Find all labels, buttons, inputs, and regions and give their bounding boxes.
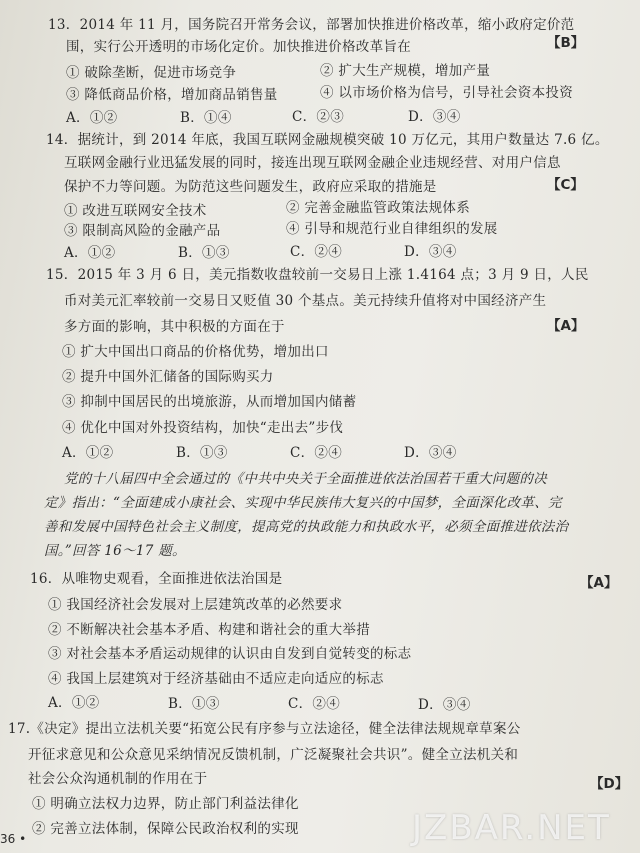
- passage-line-2: 定》指出：“全面建成小康社会、实现中华民族伟大复兴的中国梦，全面深化改革、完: [44, 495, 562, 511]
- q13-option-4: ④ 以市场价格为信号，引导社会资本投资: [320, 85, 573, 101]
- q17-stem-line-2: 开征求意见和公众意见采纳情况反馈机制，广泛凝聚社会共识”。健全立法机关和: [28, 747, 519, 763]
- q14-choice-b: B．①③: [178, 245, 230, 261]
- q15-option-1: ① 扩大中国出口商品的价格优势，增加出口: [62, 344, 329, 360]
- q16-choice-d: D．③④: [418, 697, 471, 713]
- q14-option-4: ④ 引导和规范行业自律组织的发展: [286, 221, 498, 237]
- passage-line-3: 善和发展中国特色社会主义制度，提高党的执政能力和执政水平，必须全面推进依法治: [44, 519, 569, 535]
- q16-option-1: ① 我国经济社会发展对上层建筑改革的必然要求: [48, 597, 343, 613]
- q16-answer-mark: 【A】: [580, 575, 618, 591]
- q15-choice-b: B．①③: [176, 445, 228, 461]
- q15-option-2: ② 提升中国外汇储备的国际购买力: [62, 369, 274, 385]
- q13-option-3: ③ 降低商品价格，增加商品销售量: [66, 87, 278, 103]
- q15-stem-line-2: 币对美元汇率较前一交易日又贬值 30 个基点。美元持续升值将对中国经济产生: [64, 293, 547, 309]
- q13-choice-d: D．③④: [408, 109, 461, 125]
- q16-choice-c: C．②④: [288, 696, 341, 712]
- q13-option-2: ② 扩大生产规模，增加产量: [320, 63, 491, 79]
- q17-option-2: ② 完善立法体制，保障公民政治权利的实现: [32, 821, 299, 837]
- q16-choice-a: A．①②: [48, 695, 100, 711]
- passage-line-4: 国。”回答 16～17 题。: [44, 543, 186, 559]
- q13-choice-c: C．②③: [292, 109, 345, 125]
- q15-stem-line-1: 15．2015 年 3 月 6 日，美元指数收盘较前一交易日上涨 1.4164 点；3 月 9 日，人民: [46, 267, 589, 283]
- q15-choice-c: C．②④: [290, 445, 343, 461]
- q13-choice-b: B．①④: [180, 110, 232, 126]
- q16-option-2: ② 不断解决社会基本矛盾、构建和谐社会的重大举措: [48, 622, 370, 638]
- q15-option-3: ③ 抑制中国居民的出境旅游，从而增加国内储蓄: [62, 394, 357, 410]
- watermark: JZBAR.NET: [412, 808, 611, 848]
- q14-option-2: ② 完善金融监管政策法规体系: [286, 200, 470, 216]
- q17-stem-line-1: 17.《决定》提出立法机关要“拓宽公民有序参与立法途径，健全法律法规规章草案公: [8, 721, 521, 737]
- q13-stem-line-1: 13．2014 年 11 月，国务院召开常务会议，部署加快推进价格改革，缩小政府定价范: [48, 17, 575, 33]
- q14-stem-line-1: 14．据统计，到 2014 年底，我国互联网金融规模突破 10 万亿元，其用户数量达 7.6 亿。: [46, 132, 609, 148]
- q15-answer-mark: 【A】: [547, 318, 585, 334]
- q14-stem-line-2: 互联网金融行业迅猛发展的同时，接连出现互联网金融企业违规经营、对用户信息: [64, 155, 561, 171]
- q13-answer-mark: 【B】: [547, 35, 585, 51]
- q17-stem-line-3: 社会公众沟通机制的作用在于: [28, 771, 208, 787]
- page-number: 36 •: [0, 832, 27, 846]
- q14-answer-mark: 【C】: [547, 177, 584, 193]
- q14-choice-a: A．①②: [64, 245, 116, 261]
- q16-option-4: ④ 我国上层建筑对于经济基础由不适应走向适应的标志: [48, 671, 384, 687]
- q13-option-1: ① 破除垄断，促进市场竞争: [66, 65, 237, 81]
- q16-stem-line-1: 16．从唯物史观看，全面推进依法治国是: [30, 571, 283, 587]
- q16-option-3: ③ 对社会基本矛盾运动规律的认识由自发到自觉转变的标志: [48, 646, 412, 662]
- passage-line-1: 党的十八届四中全会通过的《中共中央关于全面推进依法治国若干重大问题的决: [64, 471, 547, 487]
- q13-choice-a: A．①②: [66, 110, 118, 126]
- q14-option-3: ③ 限制高风险的金融产品: [64, 223, 221, 239]
- q15-choice-d: D．③④: [404, 445, 457, 461]
- q16-choice-b: B．①③: [168, 696, 220, 712]
- q14-choice-d: D．③④: [404, 244, 457, 260]
- q14-choice-c: C．②④: [290, 244, 343, 260]
- q15-choice-a: A．①②: [62, 445, 114, 461]
- q15-stem-line-3: 多方面的影响，其中积极的方面在于: [64, 319, 285, 335]
- q17-option-1: ① 明确立法权力边界，防止部门利益法律化: [32, 796, 299, 812]
- q14-option-1: ① 改进互联网安全技术: [64, 203, 207, 219]
- q15-option-4: ④ 优化中国对外投资结构，加快“走出去”步伐: [62, 420, 344, 436]
- q13-stem-line-2: 围，实行公开透明的市场化定价。加快推进价格改革旨在: [66, 39, 411, 55]
- q14-stem-line-3: 保护不力等问题。为防范这些问题发生，政府应采取的措施是: [64, 179, 437, 195]
- q17-answer-mark: 【D】: [590, 776, 629, 792]
